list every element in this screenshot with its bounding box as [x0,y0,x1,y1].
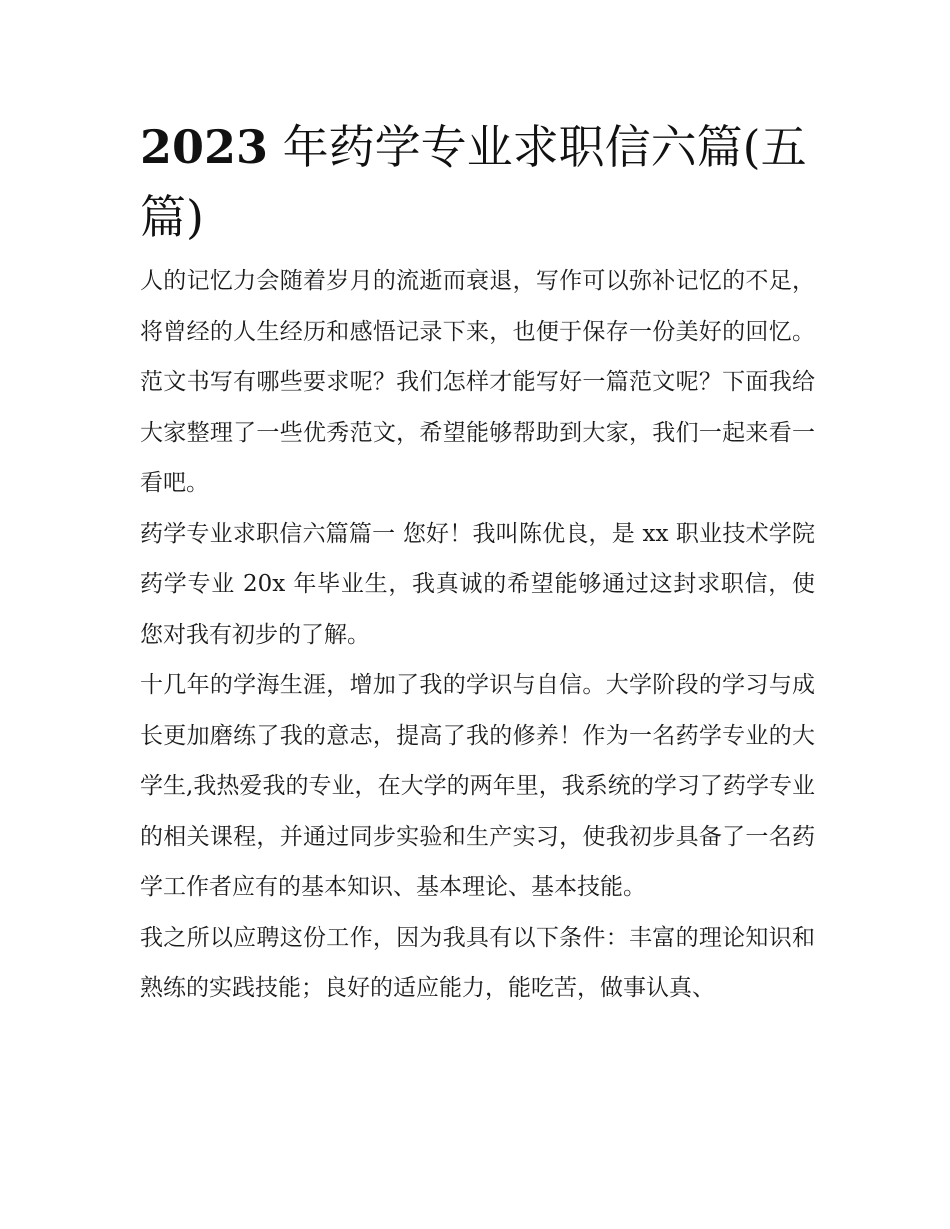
paragraph-education: 十几年的学海生涯，增加了我的学识与自信。大学阶段的学习与成长更加磨练了我的意志，提高了我的修养！作为一名药学专业的大学生,我热爱我的专业，在大学的两年里，我系统的学习了药学专业的相关课程，并通过同步实验和生产实习，使我初步具备了一名药学工作者应有的基本知识、基本理论、基本技能。 [140,672,815,900]
document-title [140,112,815,252]
paragraph-qualifications: 我之所以应聘这份工作，因为我具有以下条件：丰富的理论知识和熟练的实践技能；良好的适应能力，能吃苦，做事认真、 [140,924,815,1001]
paragraph-intro: 人的记忆力会随着岁月的流逝而衰退，写作可以弥补记忆的不足，将曾经的人生经历和感悟记录下来，也便于保存一份美好的回忆。范文书写有哪些要求呢？我们怎样才能写好一篇范文呢？下面我给大家整理了一些优秀范文，希望能够帮助到大家，我们一起来看一看吧。 [140,268,815,496]
title-text: 年药学专业求职信六篇(五篇) [140,120,807,244]
paragraph-greeting: 药学专业求职信六篇篇一 您好！我叫陈优良，是 xx 职业技术学院药学专业 20x 年毕业生，我真诚的希望能够通过这封求职信，使您对我有初步的了解。 [140,520,815,648]
title-year: 2023 [140,120,269,174]
document-body [140,112,815,1014]
